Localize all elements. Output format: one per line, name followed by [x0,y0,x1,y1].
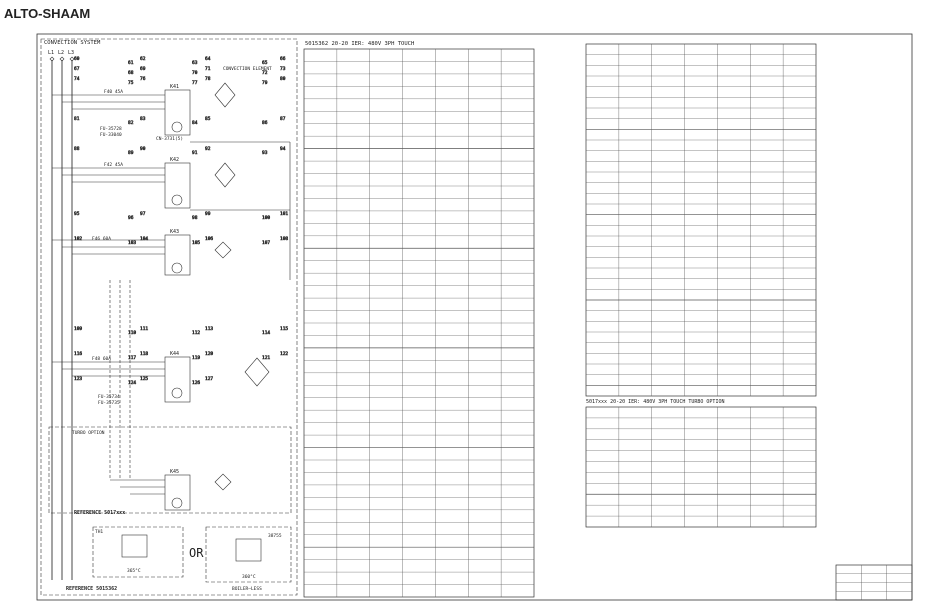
sheet-border [37,34,912,600]
fuse-part: FU-35728 [100,127,122,132]
fuse-label: F46 60A [92,237,111,242]
wire-number: 83 [140,117,146,122]
wire-number: 92 [205,147,211,152]
wire-number: 114 [262,331,271,336]
thermostat-left-code: TH1 [95,530,104,535]
wire-number: 81 [74,117,80,122]
wire-number: 117 [128,356,137,361]
or-label: OR [189,546,204,560]
wire-number: 82 [128,121,134,126]
wire-number: 125 [140,377,149,382]
wire-number: 70 [192,71,198,76]
wire-number: 75 [128,81,134,86]
wire-number: 89 [128,151,134,156]
wire-number: 93 [262,151,268,156]
alto-shaam-logo [4,6,90,21]
wire-number: 120 [205,352,214,357]
motor-icon [172,263,182,273]
turbo-wire-table [586,399,816,527]
wire-number: 106 [205,237,214,242]
wire-number: 116 [74,352,83,357]
relay-k43-label: K43 [170,229,180,235]
wire-number: 96 [128,216,134,221]
convection-schematic [41,39,297,595]
wire-number: 62 [140,57,146,62]
fuse-part: FU-35735 [98,401,120,406]
circuit-k41 [52,66,272,142]
wire-number: 90 [140,147,146,152]
wire-number: 124 [128,381,137,386]
motor-icon [172,388,182,398]
wire-number: 94 [280,147,286,152]
right-table-frame [586,44,816,396]
wire-number: 110 [128,331,137,336]
wire-number: 78 [205,77,211,82]
wire-number: 109 [74,327,83,332]
right-wire-table [586,44,816,396]
title-block [836,565,912,600]
wire-number: 85 [205,117,211,122]
wire-number: 101 [280,212,289,217]
phase-label-l3: L3 [68,50,75,56]
wire-number: 68 [128,71,134,76]
wire-number: 108 [280,237,289,242]
fuse-part: FU-35734 [98,395,120,400]
connector-label: CN-3731(5) [156,137,184,142]
circuit-k43 [52,210,290,280]
relay-k45-label: K45 [170,469,180,475]
wire-number: 127 [205,377,214,382]
thermostat-right-footer: BOILER—LESS [232,587,262,592]
wire-number: 126 [192,381,201,386]
wire-number: 121 [262,356,271,361]
wire-number: 60 [74,57,80,62]
wire-number: 87 [280,117,286,122]
wire-number: 104 [140,237,149,242]
wire-number: 84 [192,121,198,126]
wire-number: 100 [262,216,271,221]
main-wire-table [304,41,534,597]
wire-number: 88 [74,147,80,152]
wire-number: 74 [74,77,80,82]
wire-number: 115 [280,327,289,332]
wire-number: 105 [192,241,201,246]
wire-number: 80 [280,77,286,82]
wire-number: 118 [140,352,149,357]
heating-element-icon [215,474,231,490]
wire-number: 71 [205,67,211,72]
fuse-part: FU-33040 [100,133,122,138]
main-table-title: 5015362 20-20 IER: 480V 3PH TOUCH [305,41,415,47]
thermostat-right-code: 38755 [268,534,282,539]
phase-label-l2: L2 [58,50,65,56]
circuit-k45 [110,469,231,510]
thermostat-left-temp: 365°C [127,569,141,574]
wire-number: 102 [74,237,83,242]
logo-text: ALTO-SHAAM [4,6,91,21]
wire-number: 69 [140,67,146,72]
relay-k42 [165,163,190,208]
wire-number: 111 [140,327,149,332]
wire-number: 107 [262,241,271,246]
circuit-k42 [52,142,290,210]
relay-k43 [165,235,190,275]
section-title: CONVECTION SYSTEM [44,40,101,46]
fuse-label: F48 60A [92,357,111,362]
fuse-label: F40 45A [104,90,123,95]
wire-number: 67 [74,67,80,72]
wire-number: 91 [192,151,198,156]
phase-label-l1: L1 [48,50,55,56]
turbo-label: TURBO OPTION [72,431,105,436]
wire-number: 73 [280,67,286,72]
element-label: CONVECTION ELEMENT [223,67,272,72]
wire-number: 86 [262,121,268,126]
motor-icon [172,195,182,205]
wire-number: 97 [140,212,146,217]
wire-number: 61 [128,61,134,66]
heating-element-icon [215,163,235,187]
wire-number: 72 [262,71,268,76]
wire-number: 99 [205,212,211,217]
wire-number: 98 [192,216,198,221]
circuit-k44 [52,280,269,480]
fuse-label: F42 45A [104,163,123,168]
wire-number: 79 [262,81,268,86]
relay-k41-label: K41 [170,84,180,90]
wire-number: 77 [192,81,198,86]
relay-k45 [165,475,190,510]
wire-number: 123 [74,377,83,382]
wire-number: 112 [192,331,201,336]
wire-number: 103 [128,241,137,246]
thermostat-right-temp: 360°C [242,575,256,580]
wire-number: 63 [192,61,198,66]
wire-number: 122 [280,352,289,357]
wire-number: 76 [140,77,146,82]
turbo-table-frame [586,407,816,527]
reference-turbo: REFERENCE 5017xxx [74,510,126,516]
relay-k44 [165,357,190,402]
wire-number: 64 [205,57,211,62]
heating-element-icon [245,358,269,386]
relay-k42-label: K42 [170,157,180,163]
relay-k41 [165,90,190,135]
wire-labels [74,56,288,386]
wire-number: 95 [74,212,80,217]
wire-number: 119 [192,356,201,361]
motor-icon [172,498,182,508]
relay-k44-label: K44 [170,351,180,357]
turbo-table-title: 5017xxx 20-20 IER: 480V 3PH TOUCH TURBO OPTION [586,399,725,405]
wire-number: 65 [262,61,268,66]
reference-main: REFERENCE 5015362 [66,586,118,592]
heating-element-icon [215,242,231,258]
wire-number: 66 [280,57,286,62]
wire-number: 113 [205,327,214,332]
motor-icon [172,122,182,132]
heating-element-icon [215,83,235,107]
